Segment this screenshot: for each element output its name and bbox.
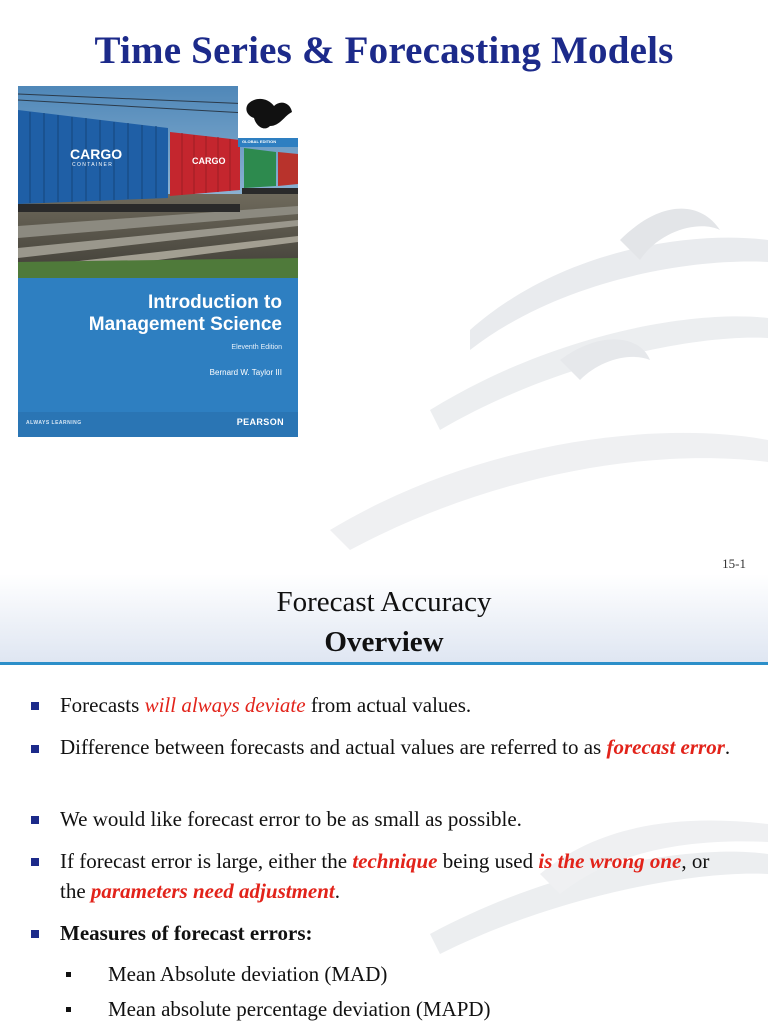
sub-bullet-item: Mean Absolute deviation (MAD) <box>108 962 388 986</box>
title-line-1: Forecast Accuracy <box>276 586 492 618</box>
book-title <box>89 292 282 336</box>
slide-number: 15-1 <box>722 556 746 571</box>
bullet-marker <box>31 702 39 710</box>
sub-bullet-marker <box>66 1007 71 1012</box>
slide-title <box>0 582 768 662</box>
title-line-2: Overview <box>324 626 444 658</box>
book-tagline: ALWAYS LEARNING <box>26 420 82 426</box>
book-edition: Eleventh Edition <box>231 344 282 351</box>
bullet-marker <box>31 930 39 938</box>
bullet-item: Difference between forecasts and actual values are referred to as forecast error. <box>60 735 731 759</box>
header-divider <box>0 662 768 665</box>
book-badge: GLOBAL EDITION <box>242 139 277 144</box>
book-title-line-1: Introduction to <box>147 292 282 313</box>
bullet-marker <box>31 745 39 753</box>
book-author: Bernard W. Taylor III <box>209 368 282 377</box>
slide-2 <box>0 574 768 1024</box>
sub-bullet-marker <box>66 972 71 977</box>
bullet-marker <box>31 858 39 866</box>
sub-bullet-item: Mean absolute percentage deviation (MAPD) <box>108 997 491 1021</box>
bullet-marker <box>31 816 39 824</box>
book-cover-photo <box>18 86 298 278</box>
bullet-item: Forecasts will always deviate from actual values. <box>60 693 472 717</box>
bullet-item: If forecast error is large, either the technique being used is the wrong one, or the parameters need adjustment. <box>60 849 710 903</box>
slide-title: Time Series & Forecasting Models <box>94 29 674 72</box>
bullet-item: We would like forecast error to be as small as possible. <box>60 807 522 831</box>
book-publisher: PEARSON <box>236 417 284 427</box>
container-label: CARGO <box>70 146 123 162</box>
bullet-item: Measures of forecast errors: <box>60 921 313 945</box>
book-title-line-2: Management Science <box>88 314 282 335</box>
container-label-red: CARGO <box>192 156 226 166</box>
container-sublabel: C O N T A I N E R <box>72 162 112 168</box>
book-cover <box>18 86 298 437</box>
